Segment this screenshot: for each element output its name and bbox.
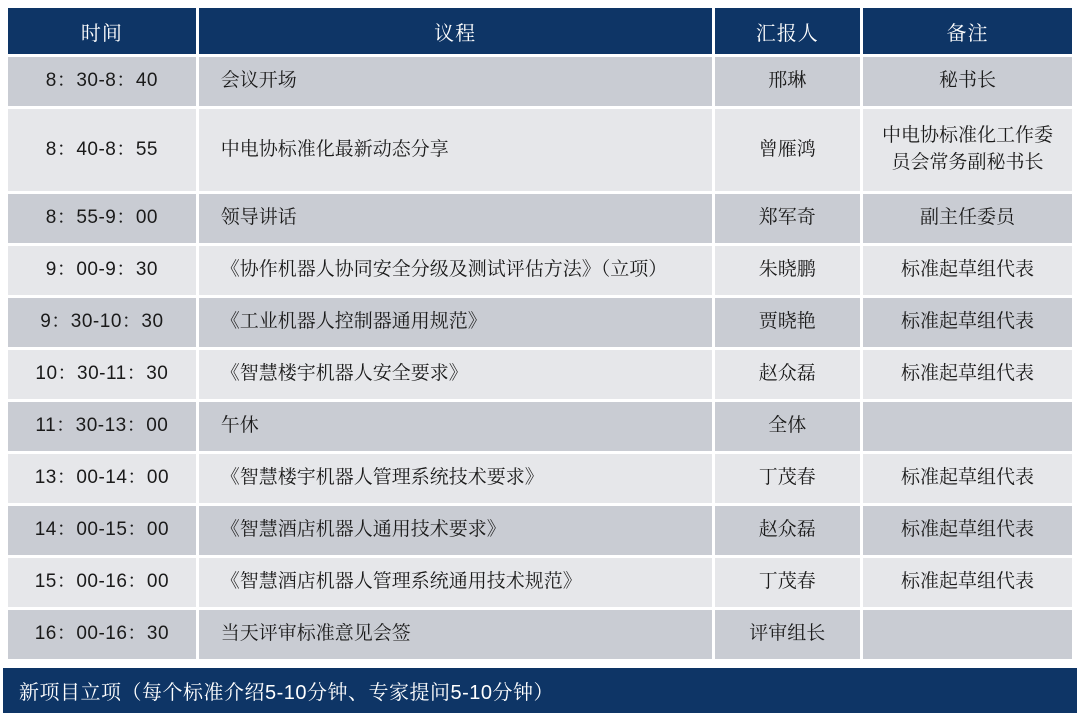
agenda-cell: 当天评审标准意见会签 xyxy=(199,610,712,659)
time-cell: 14：00-15：00 xyxy=(8,506,196,555)
table-row xyxy=(8,558,1072,607)
note-header: 备注 xyxy=(863,8,1072,54)
footer-note-bar xyxy=(3,668,1077,713)
note-cell: 中电协标准化工作委员会常务副秘书长 xyxy=(863,109,1072,191)
reporter-cell: 赵众磊 xyxy=(715,350,861,399)
agenda-table xyxy=(5,5,1075,662)
agenda-cell: 《工业机器人控制器通用规范》 xyxy=(199,298,712,347)
reporter-cell: 评审组长 xyxy=(715,610,861,659)
reporter-cell: 郑军奇 xyxy=(715,194,861,243)
agenda-cell: 会议开场 xyxy=(199,57,712,106)
note-cell: 标准起草组代表 xyxy=(863,506,1072,555)
reporter-cell: 朱晓鹏 xyxy=(715,246,861,295)
agenda-cell: 中电协标准化最新动态分享 xyxy=(199,109,712,191)
footer-note-text: 新项目立项（每个标准介绍5-10分钟、专家提问5-10分钟） xyxy=(19,682,555,704)
note-cell: 秘书长 xyxy=(863,57,1072,106)
table-row xyxy=(8,246,1072,295)
agenda-slide xyxy=(0,5,1080,704)
time-cell: 8：30-8：40 xyxy=(8,57,196,106)
reporter-header: 汇报人 xyxy=(715,8,861,54)
table-row xyxy=(8,57,1072,106)
note-cell: 标准起草组代表 xyxy=(863,454,1072,503)
reporter-cell: 贾晓艳 xyxy=(715,298,861,347)
reporter-cell: 全体 xyxy=(715,402,861,451)
table-row xyxy=(8,350,1072,399)
table-row xyxy=(8,454,1072,503)
time-cell: 9：30-10：30 xyxy=(8,298,196,347)
table-row xyxy=(8,506,1072,555)
agenda-cell: 《智慧楼宇机器人管理系统技术要求》 xyxy=(199,454,712,503)
table-row xyxy=(8,298,1072,347)
reporter-cell: 邢琳 xyxy=(715,57,861,106)
note-cell: 标准起草组代表 xyxy=(863,350,1072,399)
table-row xyxy=(8,610,1072,659)
note-cell xyxy=(863,610,1072,659)
time-cell: 9：00-9：30 xyxy=(8,246,196,295)
reporter-cell: 丁茂春 xyxy=(715,454,861,503)
table-row xyxy=(8,402,1072,451)
time-cell: 8：55-9：00 xyxy=(8,194,196,243)
table-row xyxy=(8,109,1072,191)
agenda-header: 议程 xyxy=(199,8,712,54)
agenda-cell: 《智慧酒店机器人管理系统通用技术规范》 xyxy=(199,558,712,607)
agenda-cell: 午休 xyxy=(199,402,712,451)
note-cell: 标准起草组代表 xyxy=(863,558,1072,607)
note-cell: 标准起草组代表 xyxy=(863,246,1072,295)
reporter-cell: 丁茂春 xyxy=(715,558,861,607)
time-cell: 15：00-16：00 xyxy=(8,558,196,607)
agenda-cell: 领导讲话 xyxy=(199,194,712,243)
agenda-cell: 《智慧楼宇机器人安全要求》 xyxy=(199,350,712,399)
note-cell: 副主任委员 xyxy=(863,194,1072,243)
header-row xyxy=(8,8,1072,54)
note-cell: 标准起草组代表 xyxy=(863,298,1072,347)
agenda-cell: 《智慧酒店机器人通用技术要求》 xyxy=(199,506,712,555)
table-row xyxy=(8,194,1072,243)
reporter-cell: 赵众磊 xyxy=(715,506,861,555)
time-header: 时间 xyxy=(8,8,196,54)
reporter-cell: 曾雁鸿 xyxy=(715,109,861,191)
agenda-cell: 《协作机器人协同安全分级及测试评估方法》（立项） xyxy=(199,246,712,295)
time-cell: 8：40-8：55 xyxy=(8,109,196,191)
note-cell xyxy=(863,402,1072,451)
time-cell: 11：30-13：00 xyxy=(8,402,196,451)
time-cell: 10：30-11：30 xyxy=(8,350,196,399)
time-cell: 13：00-14：00 xyxy=(8,454,196,503)
time-cell: 16：00-16：30 xyxy=(8,610,196,659)
